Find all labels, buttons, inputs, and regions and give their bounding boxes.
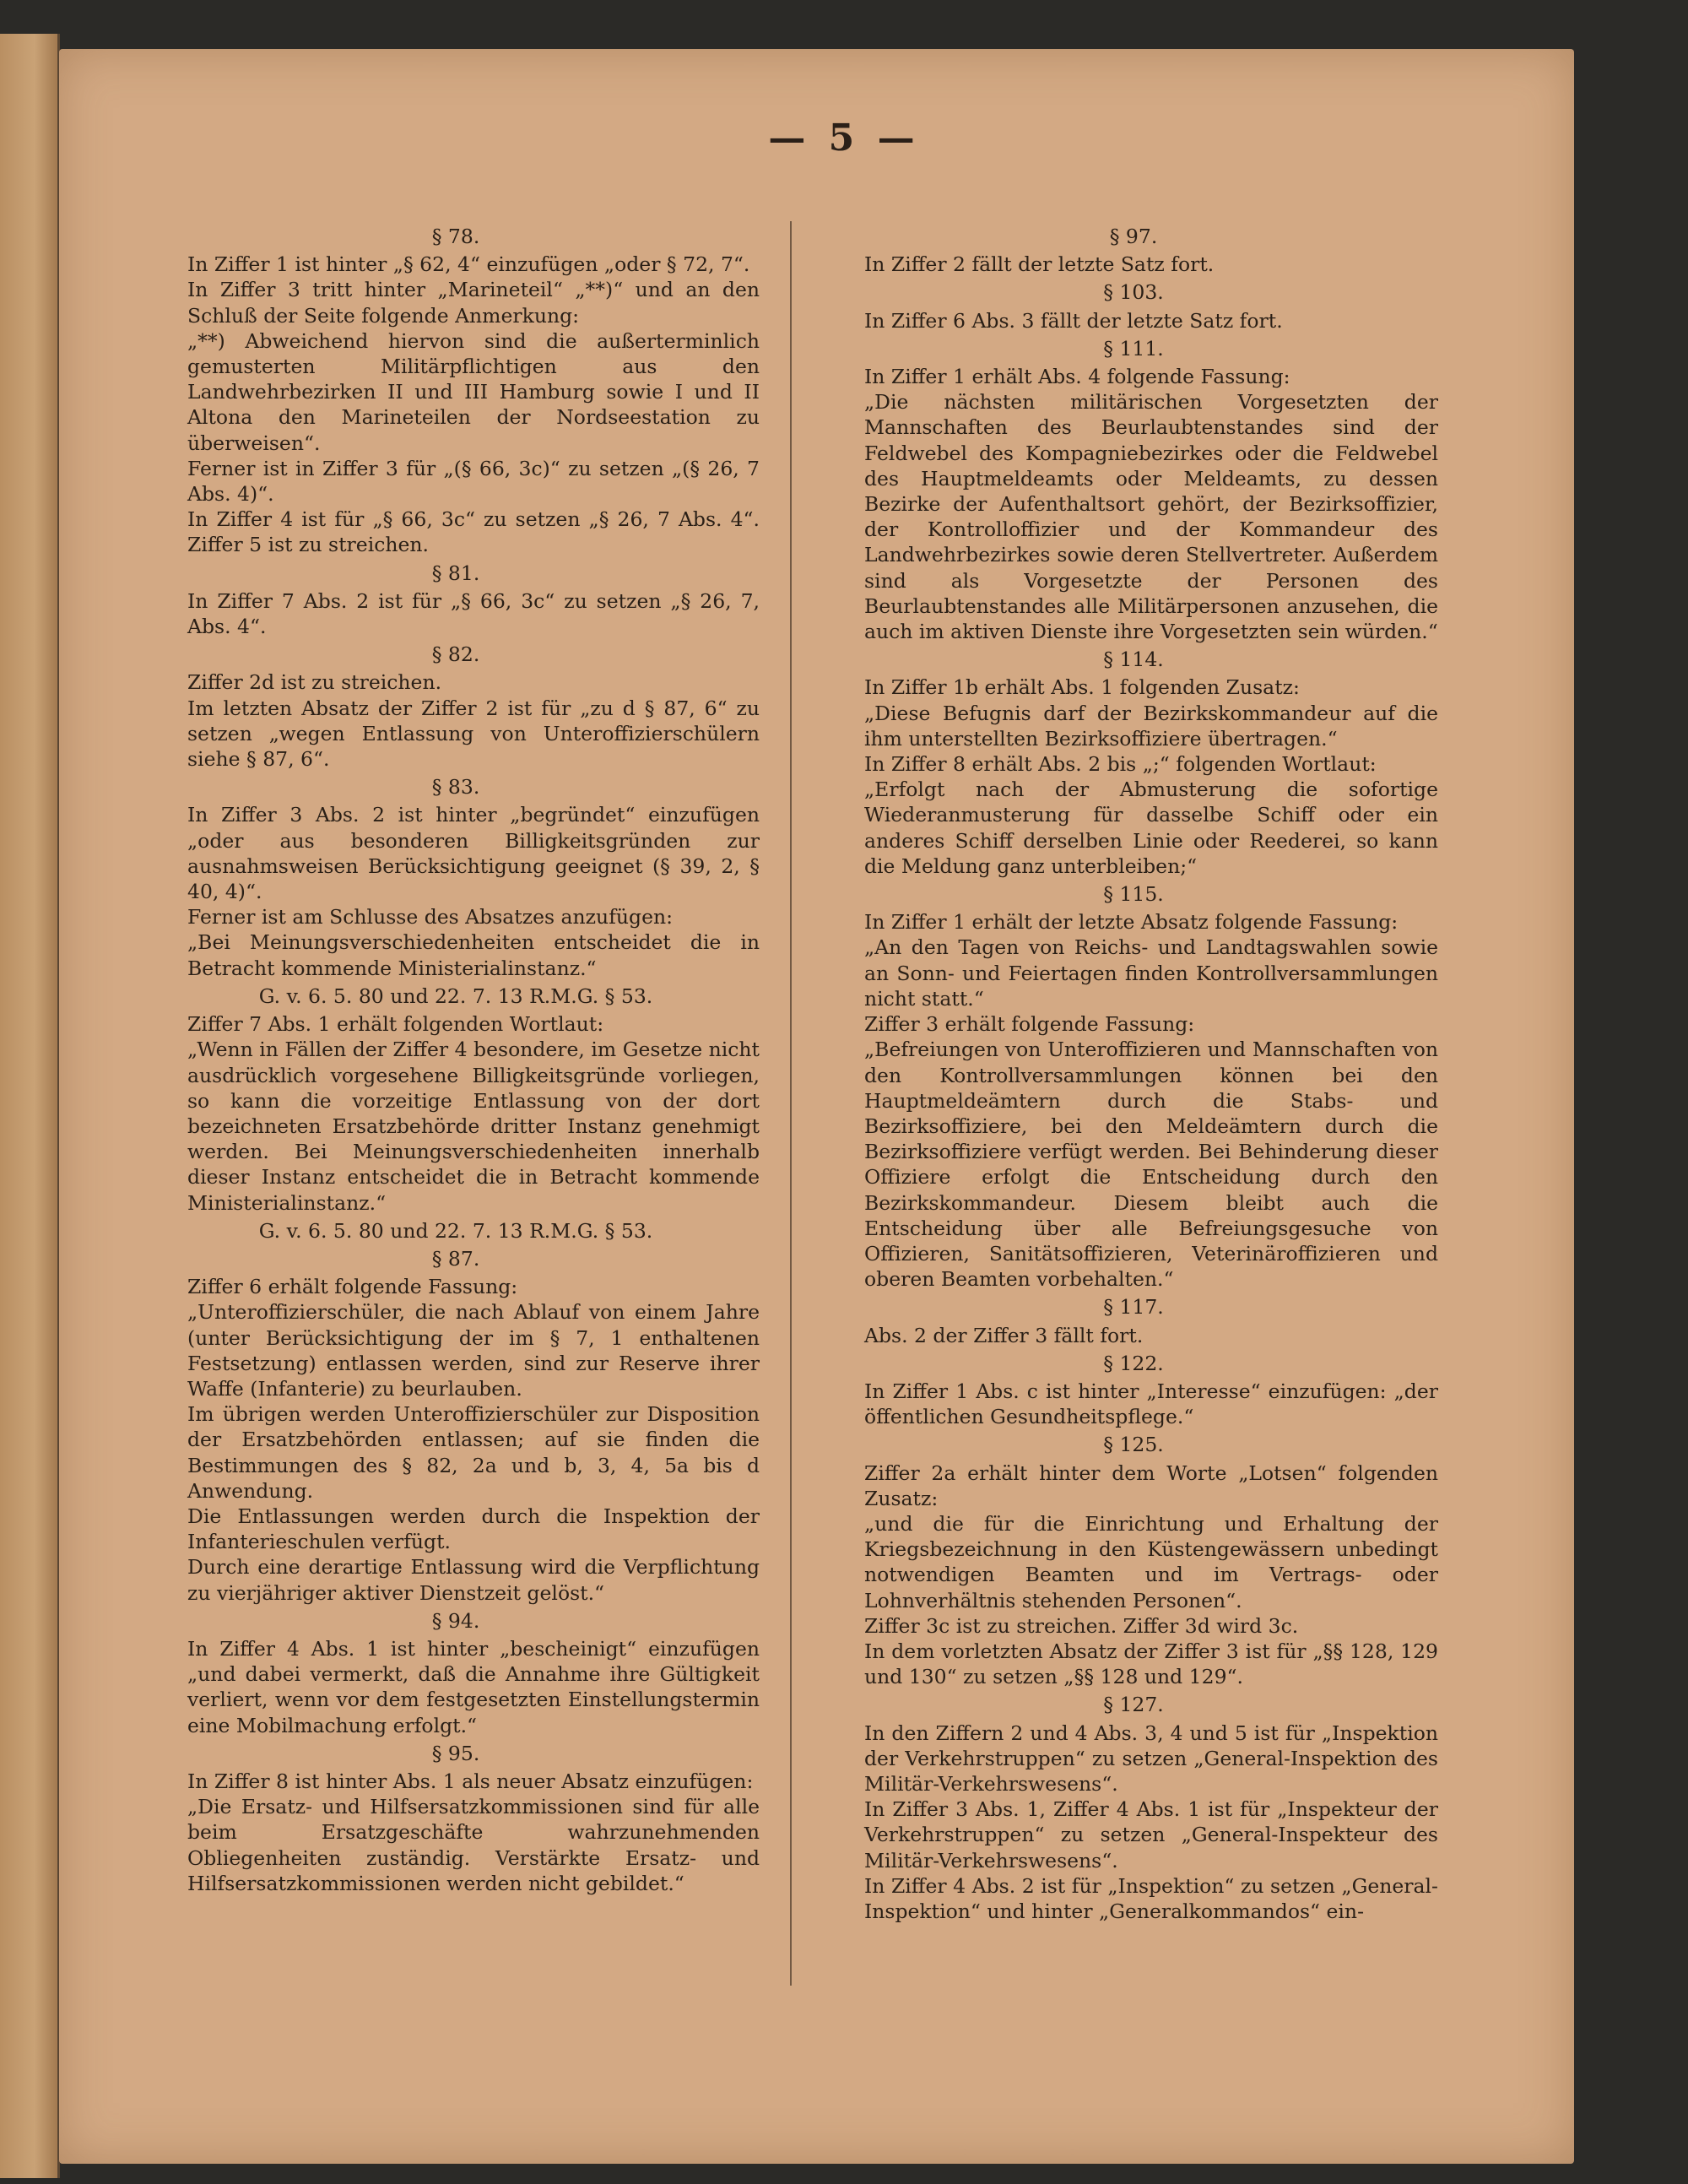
paragraph: In Ziffer 4 Abs. 1 ist hinter „bescheinigt“ einzufügen „und dabei vermerkt, daß die Annahme ihre Gültigkeit verliert, wenn vor dem festgesetzten Einstellungstermin eine Mobilmachung erfolgt.“ bbox=[187, 1636, 760, 1737]
paragraph: In den Ziffern 2 und 4 Abs. 3, 4 und 5 ist für „Inspektion der Verkehrstruppen“ zu setzen „General-Inspektion des Militär-Verkehrswesens“. bbox=[864, 1721, 1438, 1796]
section-heading: § 122. bbox=[1103, 1351, 1164, 1375]
paragraph: Im letzten Absatz der Ziffer 2 ist für „zu d § 87, 6“ zu setzen „wegen Entlassung von Unteroffizierschülern siehe § 87, 6“. bbox=[187, 696, 760, 772]
paragraph: In Ziffer 1 erhält der letzte Absatz folgende Fassung: bbox=[864, 910, 1399, 935]
section-heading: § 111. bbox=[1103, 336, 1164, 360]
paragraph: In Ziffer 1 ist hinter „§ 62, 4“ einzufügen „oder § 72, 7“. bbox=[187, 252, 750, 277]
adjacent-page-edge bbox=[0, 34, 60, 2178]
paragraph: In Ziffer 8 ist hinter Abs. 1 als neuer Absatz einzufügen: bbox=[187, 1769, 754, 1793]
section-heading: G. v. 6. 5. 80 und 22. 7. 13 R.M.G. § 53. bbox=[258, 984, 653, 1008]
section-heading: § 97. bbox=[1109, 225, 1158, 248]
quoted-paragraph: „Die Ersatz- und Hilfsersatzkommissionen sind für alle beim Ersatzgeschäfte wahrzunehmenden Obliegenheiten zuständig. Verstärkte Ersatz- und Hilfsersatzkommissionen werden nicht gebildet.“ bbox=[187, 1795, 760, 1895]
section-heading: § 125. bbox=[1103, 1433, 1164, 1457]
paragraph: Ziffer 2a erhält hinter dem Worte „Lotsen“ folgenden Zusatz: bbox=[864, 1461, 1438, 1510]
quoted-paragraph: „Diese Befugnis darf der Bezirkskommandeur auf die ihm unterstellten Bezirksoffiziere übertragen.“ bbox=[864, 701, 1438, 751]
section-heading: § 78. bbox=[431, 225, 480, 248]
paragraph: Ziffer 6 erhält folgende Fassung: bbox=[187, 1275, 518, 1299]
quoted-paragraph: „Bei Meinungsverschiedenheiten entscheidet die in Betracht kommende Ministerialinstanz.“ bbox=[187, 930, 760, 980]
paragraph: Ziffer 3c ist zu streichen. Ziffer 3d wird 3c. bbox=[864, 1613, 1299, 1638]
page-number: — 5 — bbox=[768, 117, 920, 160]
quoted-paragraph: „**) Abweichend hiervon sind die außerterminlich gemusterten Militärpflichtigen aus den Landwehrbezirken II und III Hamburg sowie I und II Altona den Marineteilen der Nordseestation zu überweisen“. bbox=[187, 328, 760, 455]
section-heading: § 87. bbox=[431, 1246, 480, 1271]
paragraph: In Ziffer 3 Abs. 2 ist hinter „begründet“ einzufügen „oder aus besonderen Billigkeitsgründen zur ausnahmsweisen Berücksichtigung geeignet (§ 39, 2, § 40, 4)“. bbox=[187, 803, 760, 904]
paragraph: In Ziffer 3 Abs. 1, Ziffer 4 Abs. 1 ist für „Inspekteur der Verkehrstruppen“ zu setzen „General-Inspekteur des Militär-Verkehrswesens“. bbox=[864, 1797, 1438, 1872]
section-heading: § 81. bbox=[431, 561, 480, 585]
quoted-paragraph: Im übrigen werden Unteroffizierschüler zur Disposition der Ersatzbehörden entlassen; auf sie finden die Bestimmungen des § 82, 2a und b, 3, 4, 5a bis d Anwendung. bbox=[187, 1402, 760, 1503]
quoted-paragraph: Die Entlassungen werden durch die Inspektion der Infanterieschulen verfügt. bbox=[187, 1504, 760, 1554]
quoted-paragraph: Durch eine derartige Entlassung wird die Verpflichtung zu vierjähriger aktiver Dienstzeit gelöst.“ bbox=[187, 1555, 760, 1605]
paragraph: In Ziffer 1b erhält Abs. 1 folgenden Zusatz: bbox=[864, 675, 1300, 700]
paragraph: In Ziffer 3 tritt hinter „Marineteil“ „**)“ und an den Schluß der Seite folgende Anmerkung: bbox=[187, 278, 760, 328]
section-heading: § 103. bbox=[1103, 280, 1164, 305]
quoted-paragraph: „Unteroffizierschüler, die nach Ablauf von einem Jahre (unter Berücksichtigung der im § 7, 1 enthaltenen Festsetzung) entlassen werden, sind zur Reserve ihrer Waffe (Infanterie) zu beurlauben. bbox=[187, 1300, 760, 1401]
paragraph: In Ziffer 1 Abs. c ist hinter „Interesse“ einzufügen: „der öffentlichen Gesundheitspflege.“ bbox=[864, 1379, 1438, 1429]
section-heading: § 94. bbox=[431, 1608, 480, 1633]
paragraph: Ferner ist am Schlusse des Absatzes anzufügen: bbox=[187, 905, 674, 929]
quoted-paragraph: „Die nächsten militärischen Vorgesetzten der Mannschaften des Beurlaubtenstandes sind der Feldwebel des Kompagniebezirkes oder die Feldwebel des Hauptmeldeamts oder Meldeamts, zu dessen Bezirke der Aufenthaltsort gehört, der Bezirksoffizier, der Kontrolloffizier und der Kommandeur des Landwehrbezirkes sowie deren Stellvertreter. Außerdem sind als Vorgesetzte der Personen des Beurlaubtenstandes alle Militärpersonen anzusehen, die auch im aktiven Dienste ihre Vorgesetzten sein würden.“ bbox=[864, 390, 1438, 644]
paragraph: Ziffer 3 erhält folgende Fassung: bbox=[864, 1012, 1195, 1037]
paragraph: In Ziffer 8 erhält Abs. 2 bis „;“ folgenden Wortlaut: bbox=[864, 752, 1377, 777]
paragraph: In Ziffer 2 fällt der letzte Satz fort. bbox=[864, 252, 1215, 277]
paragraph: In Ziffer 6 Abs. 3 fällt der letzte Satz fort. bbox=[864, 308, 1283, 333]
section-heading: § 114. bbox=[1103, 648, 1164, 672]
paragraph: In Ziffer 4 Abs. 2 ist für „Inspektion“ zu setzen „General-Inspektion“ und hinter „Generalkommandos“ ein- bbox=[864, 1873, 1438, 1923]
paragraph: Abs. 2 der Ziffer 3 fällt fort. bbox=[864, 1323, 1144, 1347]
quoted-paragraph: „An den Tagen von Reichs- und Landtagswahlen sowie an Sonn- und Feiertagen finden Kontrollversammlungen nicht statt.“ bbox=[864, 935, 1438, 1011]
paragraph: In dem vorletzten Absatz der Ziffer 3 ist für „§§ 128, 129 und 130“ zu setzen „§§ 128 und 129“. bbox=[864, 1639, 1438, 1689]
paragraph: Ziffer 2d ist zu streichen. bbox=[187, 670, 442, 695]
paragraph: In Ziffer 7 Abs. 2 ist für „§ 66, 3c“ zu setzen „§ 26, 7, Abs. 4“. bbox=[187, 588, 760, 639]
quoted-paragraph: „Erfolgt nach der Abmusterung die sofortige Wiederanmusterung für dasselbe Schiff oder ein anderes Schiff derselben Linie oder Reederei, so kann die Meldung ganz unterbleiben;“ bbox=[864, 778, 1438, 878]
section-heading: § 95. bbox=[431, 1741, 480, 1765]
paragraph: Ziffer 7 Abs. 1 erhält folgenden Wortlaut: bbox=[187, 1012, 604, 1037]
section-heading: § 127. bbox=[1103, 1693, 1164, 1717]
column-divider bbox=[790, 221, 792, 1986]
right-column bbox=[829, 221, 1438, 1924]
section-heading: G. v. 6. 5. 80 und 22. 7. 13 R.M.G. § 53. bbox=[258, 1218, 653, 1243]
section-heading: § 83. bbox=[431, 775, 480, 799]
left-column bbox=[152, 221, 760, 1896]
paragraph: In Ziffer 4 ist für „§ 66, 3c“ zu setzen „§ 26, 7 Abs. 4“. Ziffer 5 ist zu streichen. bbox=[187, 507, 760, 557]
quoted-paragraph: „Wenn in Fällen der Ziffer 4 besondere, im Gesetze nicht ausdrücklich vorgesehene Billigkeitsgründe vorliegen, so kann die vorzeitige Entlassung von der dort bezeichneten Ersatzbehörde dritter Instanz genehmigt werden. Bei Meinungsverschiedenheiten innerhalb dieser Instanz entscheidet die in Betracht kommende Ministerialinstanz.“ bbox=[187, 1038, 760, 1215]
quoted-paragraph: „und die für die Einrichtung und Erhaltung der Kriegsbezeichnung in den Küstengewässern unbedingt notwendigen Beamten und im Vertrags- oder Lohnverhältnis stehenden Personen“. bbox=[864, 1511, 1438, 1612]
section-heading: § 82. bbox=[431, 642, 480, 667]
quoted-paragraph: „Befreiungen von Unteroffizieren und Mannschaften von den Kontrollversammlungen können bei den Hauptmeldeämtern durch die Stabs- und Bezirksoffiziere, bei den Meldeämtern durch die Bezirksoffiziere verfügt werden. Bei Behinderung dieser Offiziere erfolgt die Entscheidung durch den Bezirkskommandeur. Diesem bleibt auch die Entscheidung über alle Befreiungsgesuche von Offizieren, Sanitätsoffizieren, Veterinäroffizieren und oberen Beamten vorbehalten.“ bbox=[864, 1038, 1438, 1292]
section-heading: § 115. bbox=[1103, 882, 1164, 907]
paragraph: Ferner ist in Ziffer 3 für „(§ 66, 3c)“ zu setzen „(§ 26, 7 Abs. 4)“. bbox=[187, 456, 760, 507]
paragraph: In Ziffer 1 erhält Abs. 4 folgende Fassung: bbox=[864, 365, 1290, 389]
section-heading: § 117. bbox=[1103, 1295, 1164, 1320]
